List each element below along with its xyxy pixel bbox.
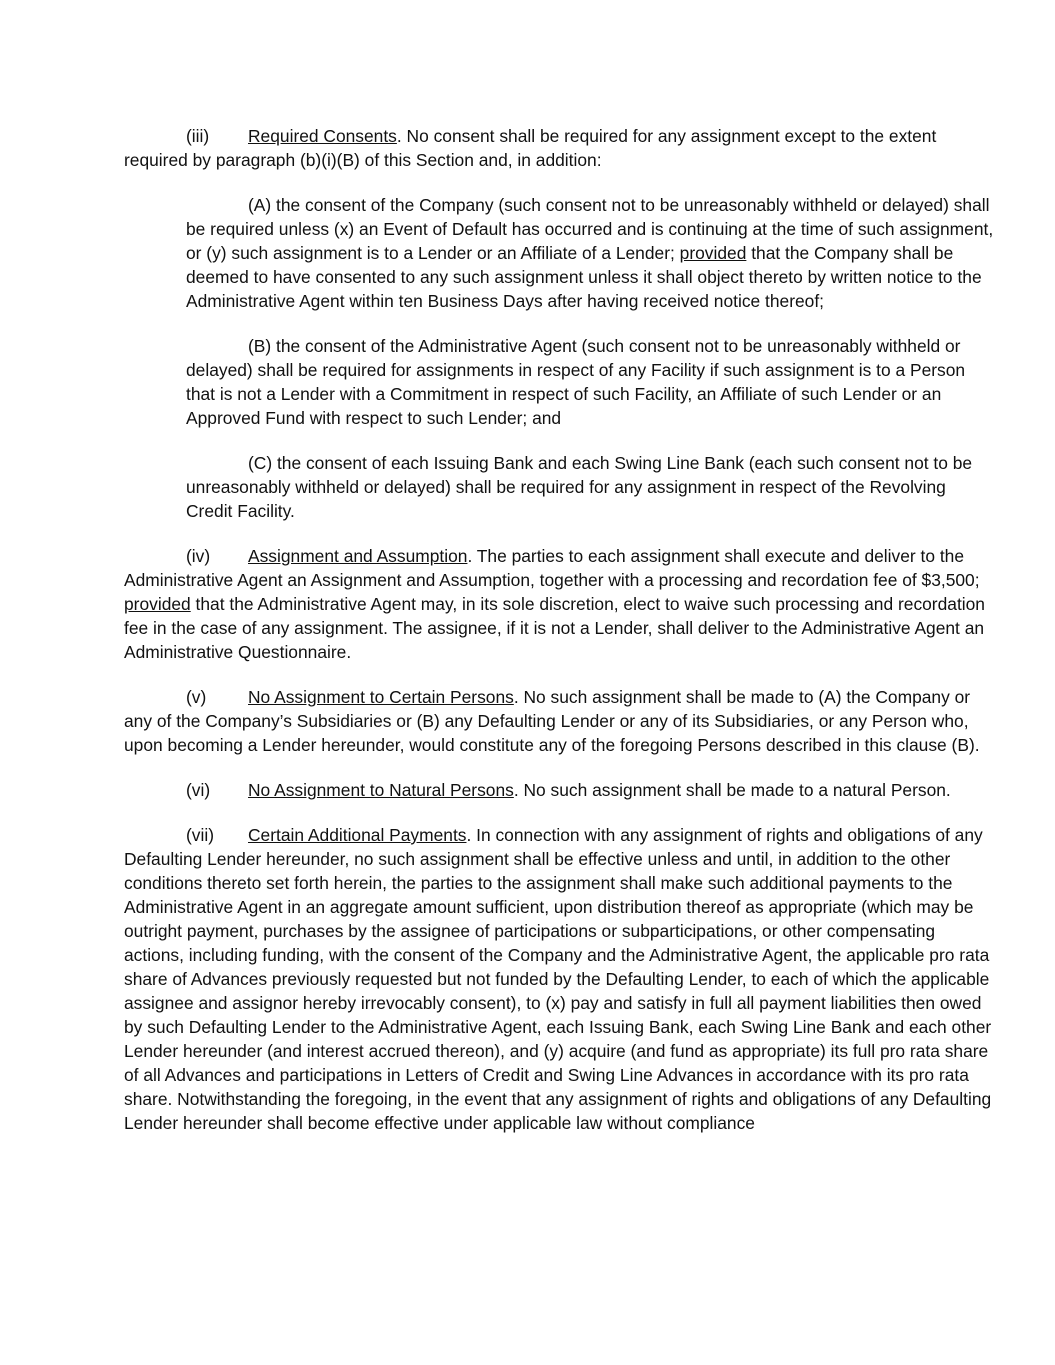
paragraph-number: (iii) — [186, 126, 210, 146]
clause-b — [186, 334, 996, 430]
paragraph-number: (iv) — [186, 546, 211, 566]
proviso-term: provided — [124, 594, 191, 614]
paragraph-vii — [124, 823, 996, 1135]
paragraph-number: (vii) — [186, 825, 215, 845]
paragraph-iv — [124, 544, 996, 664]
paragraph-v — [124, 685, 996, 757]
paragraph-vi — [124, 778, 996, 802]
paragraph-heading: Required Consents — [248, 126, 397, 146]
paragraph-text: that the Administrative Agent may, in its sole discretion, elect to waive such processing and recordation fee in the case of any assignment. The assignee, if it is not a Lender, shall deliver to the Administrative Agent an Administrative Questionnaire. — [124, 594, 985, 662]
clause-a — [186, 193, 996, 313]
paragraph-text: . No such assignment shall be made to (A) the Company or any of the Company’s Subsidiaries or (B) any Defaulting Lender or any of its Subsidiaries, or any Person who, upon becoming a Lender hereunder, would constitute any of the foregoing Persons described in this clause (B). — [124, 687, 980, 755]
proviso-term: provided — [679, 243, 747, 263]
document-page — [124, 124, 996, 1156]
paragraph-text: . The parties to each assignment shall execute and deliver to the Administrative Agent an Assignment and Assumption, together with a processing and recordation fee of $3,500; — [124, 546, 980, 590]
paragraph-heading: No Assignment to Certain Persons — [248, 687, 514, 707]
paragraph-text: . No such assignment shall be made to a natural Person. — [513, 780, 951, 800]
paragraph-text: . In connection with any assignment of rights and obligations of any Defaulting Lender hereunder, no such assignment shall be effective unless and until, in addition to the other conditions thereto set forth herein, the parties to the assignment shall make such additional payments to the Administrative Agent in an aggregate amount sufficient, upon distribution thereof as appropriate (which may be outright payment, purchases by the assignee of participations or subparticipations, or other compensating actions, including funding, with the consent of the Company and the Administrative Agent, the applicable pro rata share of Advances previously requested but not funded by the Defaulting Lender, to each of which the applicable assignee and assignor hereby irrevocably consent), to (x) pay and satisfy in full all payment liabilities then owed by such Defaulting Lender to the Administrative Agent, each Issuing Bank, each Swing Line Bank and each other Lender hereunder (and interest accrued thereon), and (y) acquire (and fund as appropriate) its full pro rata share of all Advances and participations in Letters of Credit and Swing Line Advances in accordance with its pro rata share. Notwithstanding the foregoing, in the event that any assignment of rights and obligations of any Defaulting Lender hereunder shall become effective under applicable law without compliance — [124, 825, 992, 1133]
paragraph-iii — [124, 124, 996, 172]
paragraph-heading: Certain Additional Payments — [248, 825, 467, 845]
paragraph-heading: Assignment and Assumption — [248, 546, 468, 566]
paragraph-number: (v) — [186, 687, 207, 707]
clause-c — [186, 451, 996, 523]
clause-text: that the Company shall be deemed to have consented to any such assignment unless it shall object thereto by written notice to the Administrative Agent within ten Business Days after having received notice thereof; — [186, 243, 982, 311]
clause-text: (C) the consent of each Issuing Bank and each Swing Line Bank (each such consent not to be unreasonably withheld or delayed) shall be required for any assignment in respect of the Revolving Credit Facility. — [186, 453, 973, 521]
clause-text: (B) the consent of the Administrative Agent (such consent not to be unreasonably withheld or delayed) shall be required for assignments in respect of any Facility if such assignment is to a Person that is not a Lender with a Commitment in respect of such Facility, an Affiliate of such Lender or an Approved Fund with respect to such Lender; and — [186, 336, 966, 428]
paragraph-text: . No consent shall be required for any assignment except to the extent required by paragraph (b)(i)(B) of this Section and, in addition: — [124, 126, 937, 170]
paragraph-heading: No Assignment to Natural Persons — [248, 780, 514, 800]
clause-text: (A) the consent of the Company (such consent not to be unreasonably withheld or delayed) shall be required unless (x) an Event of Default has occurred and is continuing at the time of such assignment, or (y) such assignment is to a Lender or an Affiliate of a Lender; — [186, 195, 994, 263]
paragraph-number: (vi) — [186, 780, 211, 800]
